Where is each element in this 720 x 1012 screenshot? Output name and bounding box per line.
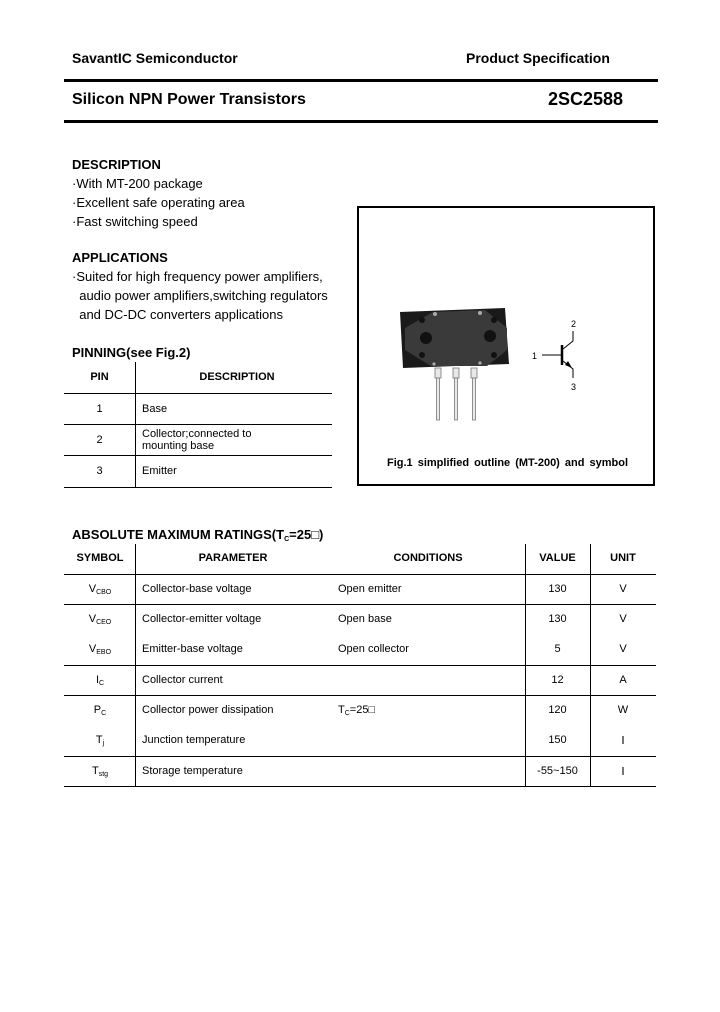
rating-symbol: $T_j$ bbox=[95, 734, 105, 747]
rating-unit: A bbox=[619, 674, 627, 686]
rating-value: 12 bbox=[551, 674, 564, 686]
rating-symbol: $T_{stg}$ bbox=[91, 765, 109, 778]
rating-condition: $T_C=25□$ bbox=[338, 704, 376, 717]
rating-symbol: $V_{CBO}$ bbox=[88, 583, 112, 596]
ratings-col-divider bbox=[135, 544, 136, 786]
ratings-col-divider bbox=[590, 544, 591, 786]
ratings-row-divider bbox=[64, 665, 656, 666]
figure-caption: Fig.1 simplified outline (MT-200) and symbol bbox=[387, 457, 629, 469]
rating-symbol: $I_C$ bbox=[95, 674, 105, 687]
header-rule-top bbox=[64, 79, 658, 82]
ratings-header-conditions: CONDITIONS bbox=[393, 552, 463, 564]
rating-parameter: Collector-emitter voltage bbox=[142, 613, 262, 625]
applications-heading: APPLICATIONS bbox=[72, 250, 168, 265]
company-name: SavantIC Semiconductor bbox=[72, 50, 238, 66]
mt200-package-image bbox=[395, 298, 520, 428]
rating-parameter: Storage temperature bbox=[142, 765, 243, 777]
pin-description: Base bbox=[142, 403, 168, 415]
pin-description-line: Collector;connected to bbox=[142, 428, 252, 440]
application-line: and DC-DC converters applications bbox=[72, 307, 283, 322]
ratings-header-value: VALUE bbox=[539, 552, 576, 564]
pin-description: Emitter bbox=[142, 465, 177, 477]
pinning-row-divider bbox=[64, 424, 332, 425]
ratings-header-unit: UNIT bbox=[610, 552, 636, 564]
part-number: 2SC2588 bbox=[548, 89, 624, 109]
pinning-table bbox=[64, 362, 332, 488]
ratings-col-divider bbox=[525, 544, 526, 786]
description-item: ·With MT-200 package bbox=[72, 176, 203, 191]
rating-parameter: Junction temperature bbox=[142, 734, 246, 746]
pinning-col-divider bbox=[135, 362, 136, 488]
rating-unit: Ⅰ bbox=[621, 735, 625, 747]
rating-unit: V bbox=[619, 643, 627, 655]
pin-number: 1 bbox=[96, 403, 103, 415]
ratings-header-symbol: SYMBOL bbox=[76, 552, 124, 564]
description-heading: DESCRIPTION bbox=[72, 157, 161, 172]
applications-list bbox=[72, 267, 328, 324]
ratings-header-parameter: PARAMETER bbox=[198, 552, 268, 564]
rating-value: 130 bbox=[548, 613, 567, 625]
description-list bbox=[72, 174, 245, 231]
rating-condition: Open emitter bbox=[338, 583, 402, 595]
pin-number: 3 bbox=[96, 465, 103, 477]
description-item: ·Fast switching speed bbox=[72, 214, 198, 229]
application-line: audio power amplifiers,switching regulators bbox=[72, 288, 328, 303]
pin-number: 2 bbox=[96, 434, 103, 446]
pinning-heading: PINNING(see Fig.2) bbox=[72, 345, 191, 360]
ratings-row-divider bbox=[64, 756, 656, 757]
rating-unit: W bbox=[617, 704, 629, 716]
rating-symbol: $P_C$ bbox=[93, 704, 107, 717]
application-line: ·Suited for high frequency power amplifiers, bbox=[72, 269, 323, 284]
pinning-header-pin: PIN bbox=[90, 371, 109, 383]
rating-unit: V bbox=[619, 583, 627, 595]
rating-value: -55~150 bbox=[537, 765, 578, 777]
rating-parameter: Emitter-base voltage bbox=[142, 643, 243, 655]
rating-parameter: Collector-base voltage bbox=[142, 583, 252, 595]
symbol-label-collector: 2 bbox=[571, 319, 577, 329]
rating-unit: Ⅰ bbox=[621, 766, 625, 778]
pinning-row-divider bbox=[64, 487, 332, 488]
ratings-heading-end: =25□) bbox=[289, 527, 324, 542]
ratings-row-divider bbox=[64, 604, 656, 605]
rating-value: 150 bbox=[548, 734, 567, 746]
symbol-label-emitter: 3 bbox=[571, 382, 577, 392]
pinning-row-divider bbox=[64, 455, 332, 456]
rating-unit: V bbox=[619, 613, 627, 625]
pin-description-line: mounting base bbox=[142, 440, 215, 452]
rating-condition: Open base bbox=[338, 613, 392, 625]
document-title: Silicon NPN Power Transistors bbox=[72, 91, 306, 108]
ratings-row-divider bbox=[64, 695, 656, 696]
rating-value: 5 bbox=[554, 643, 561, 655]
pin-description bbox=[142, 428, 251, 452]
ratings-heading-text: ABSOLUTE MAXIMUM RATINGS(T bbox=[72, 527, 285, 542]
rating-parameter: Collector power dissipation bbox=[142, 704, 274, 716]
rating-parameter: Collector current bbox=[142, 674, 223, 686]
rating-value: 120 bbox=[548, 704, 567, 716]
ratings-heading-sub: C bbox=[284, 536, 290, 543]
rating-value: 130 bbox=[548, 583, 567, 595]
rating-symbol: $V_{CEO}$ bbox=[88, 613, 112, 626]
header-rule-bottom bbox=[64, 120, 658, 123]
ratings-row-divider bbox=[64, 574, 656, 575]
ratings-heading bbox=[72, 527, 323, 543]
description-item: ·Excellent safe operating area bbox=[72, 195, 245, 210]
rating-symbol: $V_{EBO}$ bbox=[88, 643, 112, 656]
pinning-header-description: DESCRIPTION bbox=[199, 371, 275, 383]
ratings-row-divider bbox=[64, 786, 656, 787]
pinning-row-divider bbox=[64, 393, 332, 394]
npn-transistor-symbol-icon bbox=[528, 315, 588, 395]
rating-condition: Open collector bbox=[338, 643, 409, 655]
symbol-label-base: 1 bbox=[532, 351, 538, 361]
document-type: Product Specification bbox=[466, 50, 610, 66]
